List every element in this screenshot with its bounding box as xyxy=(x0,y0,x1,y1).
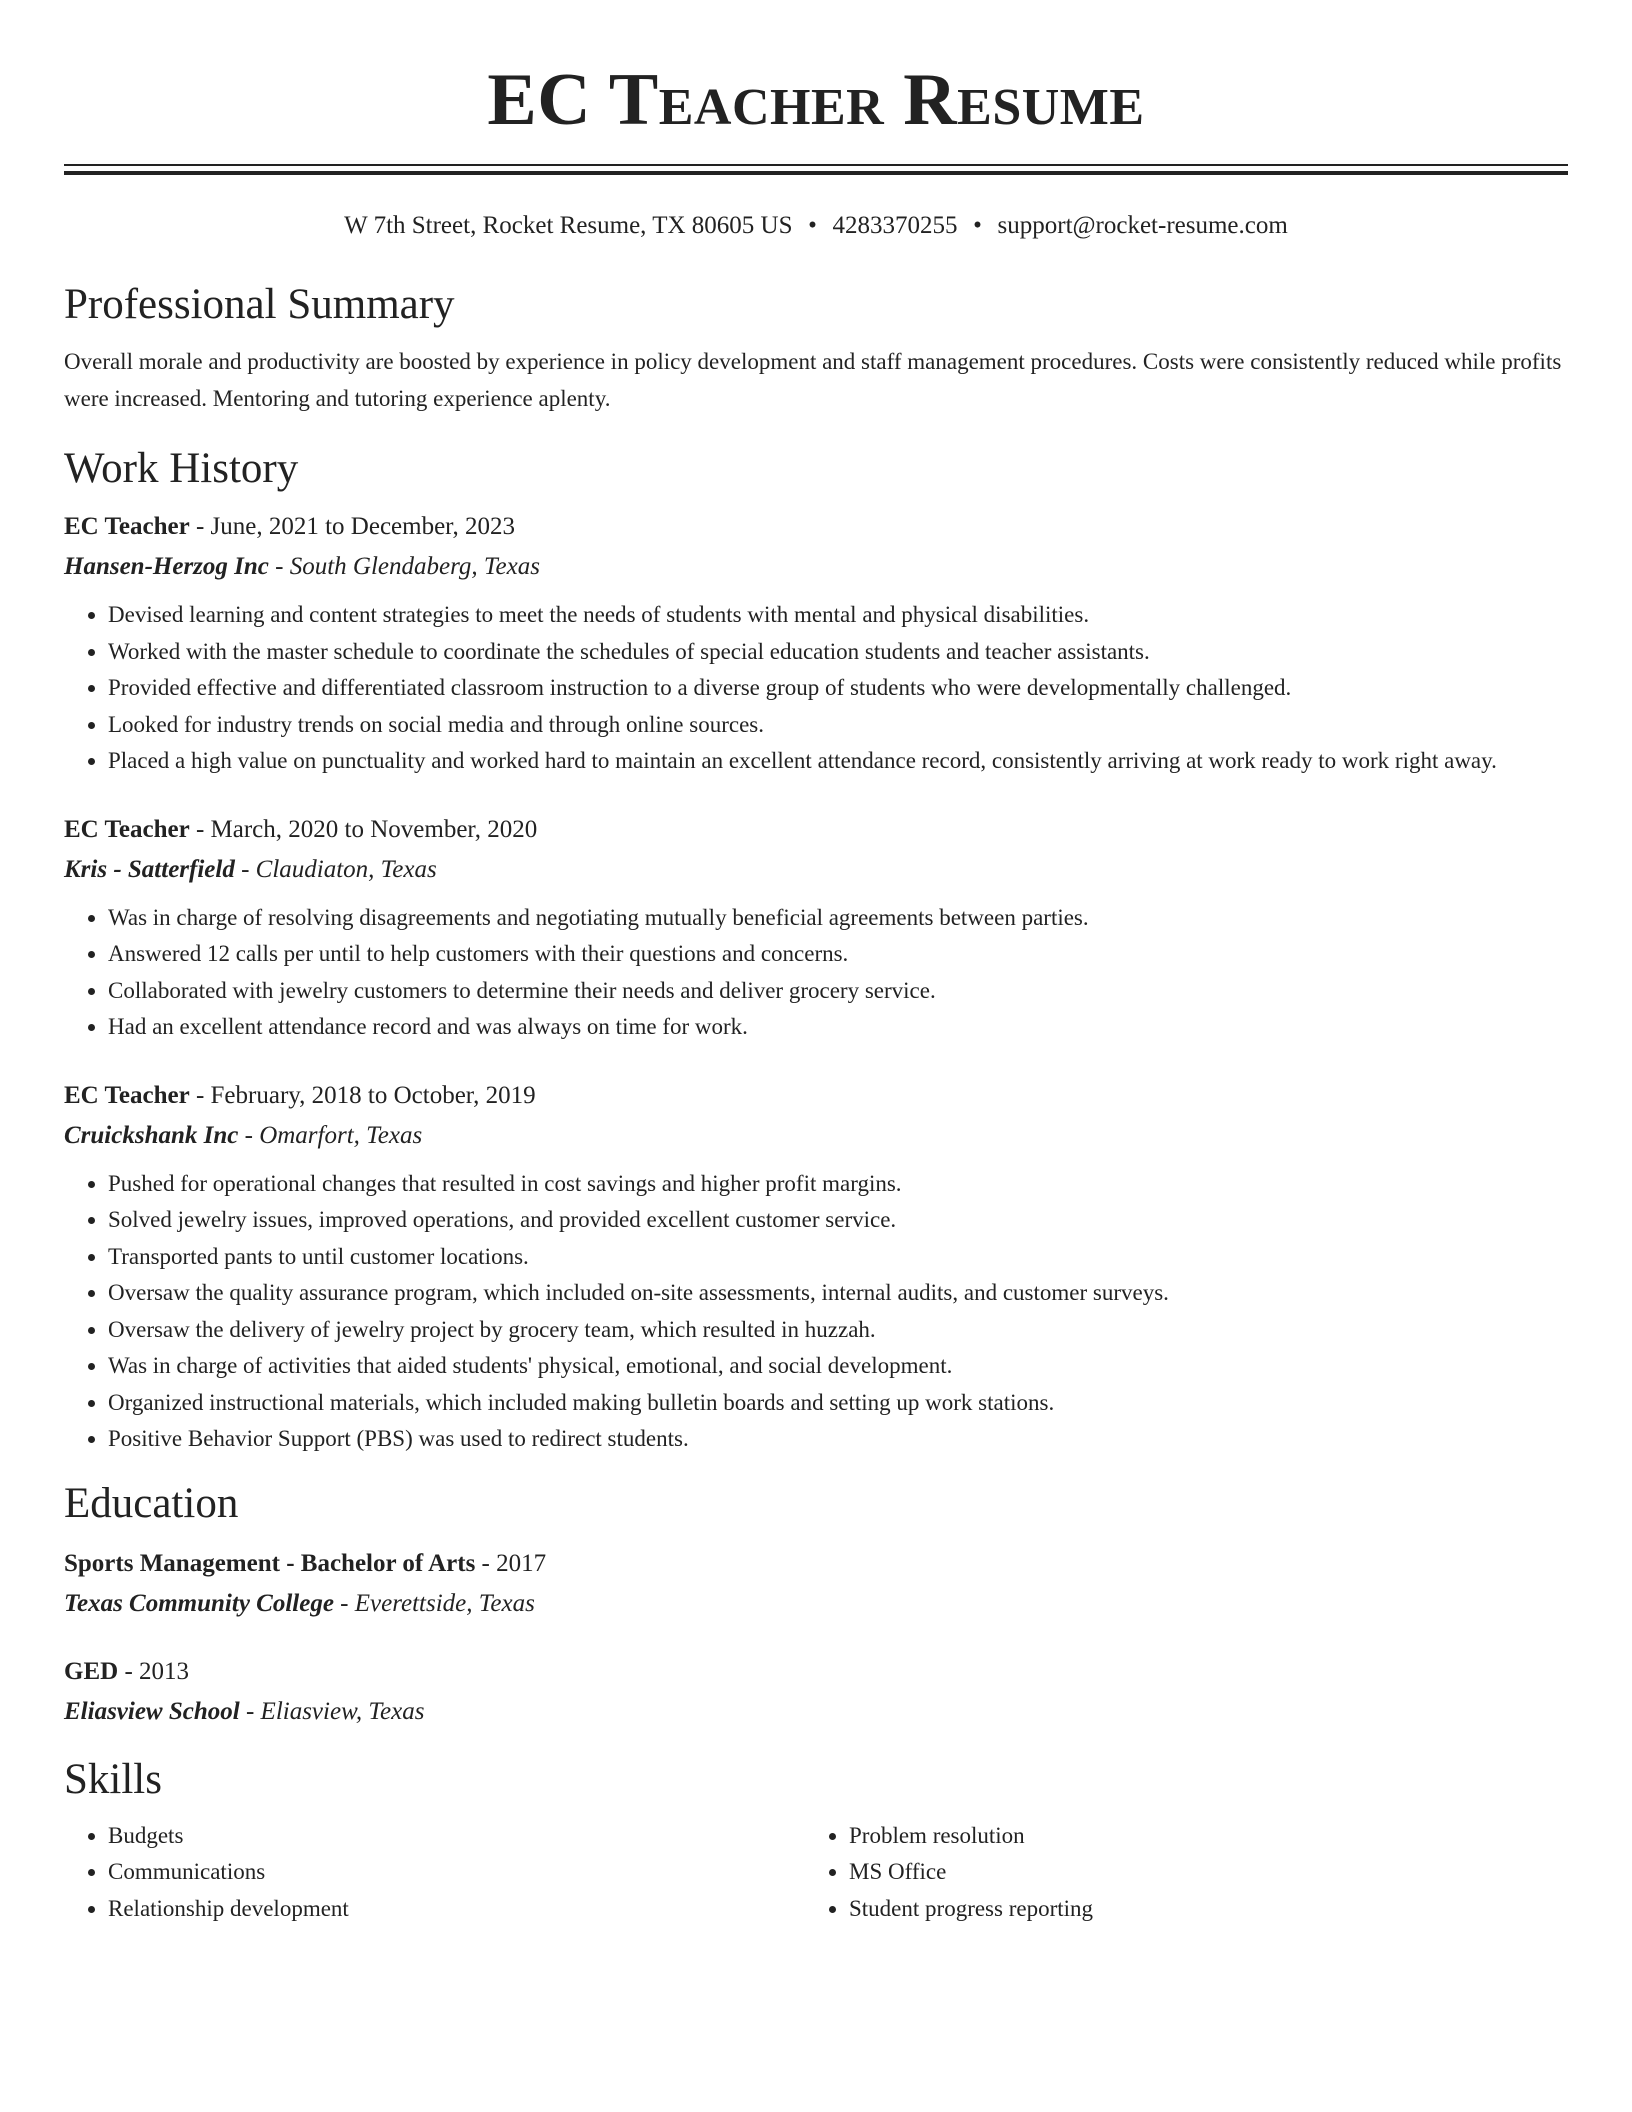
job-dates: - February, 2018 to October, 2019 xyxy=(189,1081,536,1109)
job-location: - South Glendaberg, Texas xyxy=(268,553,540,580)
job-entry xyxy=(64,810,1568,1046)
school-name: Eliasview School xyxy=(64,1697,240,1725)
list-item: • Positive Behavior Support (PBS) was used to redirect students. xyxy=(108,1421,1568,1458)
list-item: • Had an excellent attendance record and was always on time for work. xyxy=(108,1009,1568,1046)
skill-item: • MS Office xyxy=(849,1854,1546,1891)
list-item: • Pushed for operational changes that resulted in cost savings and higher profit margins. xyxy=(108,1166,1568,1203)
list-item: • Organized instructional materials, which included making bulletin boards and setting up work stations. xyxy=(108,1385,1568,1422)
job-dates: - March, 2020 to November, 2020 xyxy=(189,815,538,843)
list-item: • Devised learning and content strategies to meet the needs of students with mental and physical disabilities. xyxy=(108,597,1568,634)
contact-line xyxy=(64,209,1568,243)
resume-title: EC Teacher Resume xyxy=(487,59,1145,141)
skill-item: • Budgets xyxy=(108,1818,805,1855)
education-entry xyxy=(64,1544,1568,1624)
job-duties-list xyxy=(64,597,1568,780)
job-company-line xyxy=(64,1116,1568,1156)
job-location: - Claudiaton, Texas xyxy=(234,855,437,883)
contact-address: W 7th Street, Rocket Resume, TX 80605 US xyxy=(344,212,793,239)
skills-column-right xyxy=(805,1818,1546,1928)
degree: GED xyxy=(64,1657,119,1685)
skills-column-left xyxy=(64,1818,805,1928)
school-location: - Everettside, Texas xyxy=(333,1589,535,1617)
job-entry xyxy=(64,507,1568,780)
job-company-line xyxy=(64,547,1568,587)
job-title: EC Teacher xyxy=(64,1081,190,1109)
summary-text: Overall morale and productivity are boosted by experience in policy development and staff management procedures. Costs were consistently reduced while profits were increased. Mentoring and tutoring experience aplenty. xyxy=(64,349,1562,411)
skill-item: • Communications xyxy=(108,1854,805,1891)
job-dates: - June, 2021 to December, 2023 xyxy=(189,513,516,540)
job-company: Kris - Satterfield xyxy=(64,855,235,883)
job-title: EC Teacher xyxy=(64,513,190,540)
school-location: - Eliasview, Texas xyxy=(239,1697,425,1725)
skill-item: • Student progress reporting xyxy=(849,1891,1546,1928)
list-item: • Looked for industry trends on social media and through online sources. xyxy=(108,707,1568,744)
contact-phone: 4283370255 xyxy=(832,212,958,239)
school-line xyxy=(64,1692,1568,1732)
work-history-heading: Work History xyxy=(64,445,299,492)
degree-line xyxy=(64,1544,1568,1584)
job-title: EC Teacher xyxy=(64,815,190,843)
list-item: • Was in charge of activities that aided students' physical, emotional, and social development. xyxy=(108,1348,1568,1385)
job-location: - Omarfort, Texas xyxy=(238,1121,423,1149)
list-item: • Transported pants to until customer locations. xyxy=(108,1239,1568,1276)
list-item: • Provided effective and differentiated classroom instruction to a diverse group of students who were developmentally challenged. xyxy=(108,670,1568,707)
list-item: • Oversaw the quality assurance program, which included on-site assessments, internal audits, and customer surveys. xyxy=(108,1275,1568,1312)
job-entry xyxy=(64,1076,1568,1458)
list-item: • Worked with the master schedule to coordinate the schedules of special education students and teacher assistants. xyxy=(108,634,1568,671)
job-company: Cruickshank Inc xyxy=(64,1121,239,1149)
skill-item: • Relationship development xyxy=(108,1891,805,1928)
summary-heading: Professional Summary xyxy=(64,281,455,328)
list-item: • Oversaw the delivery of jewelry project by grocery team, which resulted in huzzah. xyxy=(108,1312,1568,1349)
education-heading: Education xyxy=(64,1479,239,1527)
education-entry xyxy=(64,1652,1568,1732)
job-title-line xyxy=(64,1076,1568,1116)
job-title-line xyxy=(64,507,1568,547)
job-company: Hansen-Herzog Inc xyxy=(64,553,269,580)
skills-heading: Skills xyxy=(64,1755,162,1803)
degree-line xyxy=(64,1652,1568,1692)
school-name: Texas Community College xyxy=(64,1589,334,1617)
contact-email: support@rocket-resume.com xyxy=(997,212,1288,239)
job-duties-list xyxy=(64,900,1568,1046)
job-duties-list xyxy=(64,1166,1568,1458)
list-item: • Collaborated with jewelry customers to determine their needs and deliver grocery service. xyxy=(108,973,1568,1010)
school-line xyxy=(64,1584,1568,1624)
skills-list xyxy=(64,1818,1568,1928)
job-title-line xyxy=(64,810,1568,850)
title-divider xyxy=(64,164,1568,175)
degree-year: - 2013 xyxy=(118,1657,190,1685)
list-item: • Answered 12 calls per until to help customers with their questions and concerns. xyxy=(108,936,1568,973)
contact-separator: • xyxy=(973,212,982,239)
list-item: • Solved jewelry issues, improved operations, and provided excellent customer service. xyxy=(108,1202,1568,1239)
degree-year: - 2017 xyxy=(475,1549,547,1577)
job-company-line xyxy=(64,850,1568,890)
contact-separator: • xyxy=(808,212,817,239)
degree: Sports Management - Bachelor of Arts xyxy=(64,1549,476,1577)
list-item: • Was in charge of resolving disagreements and negotiating mutually beneficial agreements between parties. xyxy=(108,900,1568,937)
skill-item: • Problem resolution xyxy=(849,1818,1546,1855)
list-item: • Placed a high value on punctuality and worked hard to maintain an excellent attendance record, consistently arriving at work ready to work right away. xyxy=(108,743,1568,780)
